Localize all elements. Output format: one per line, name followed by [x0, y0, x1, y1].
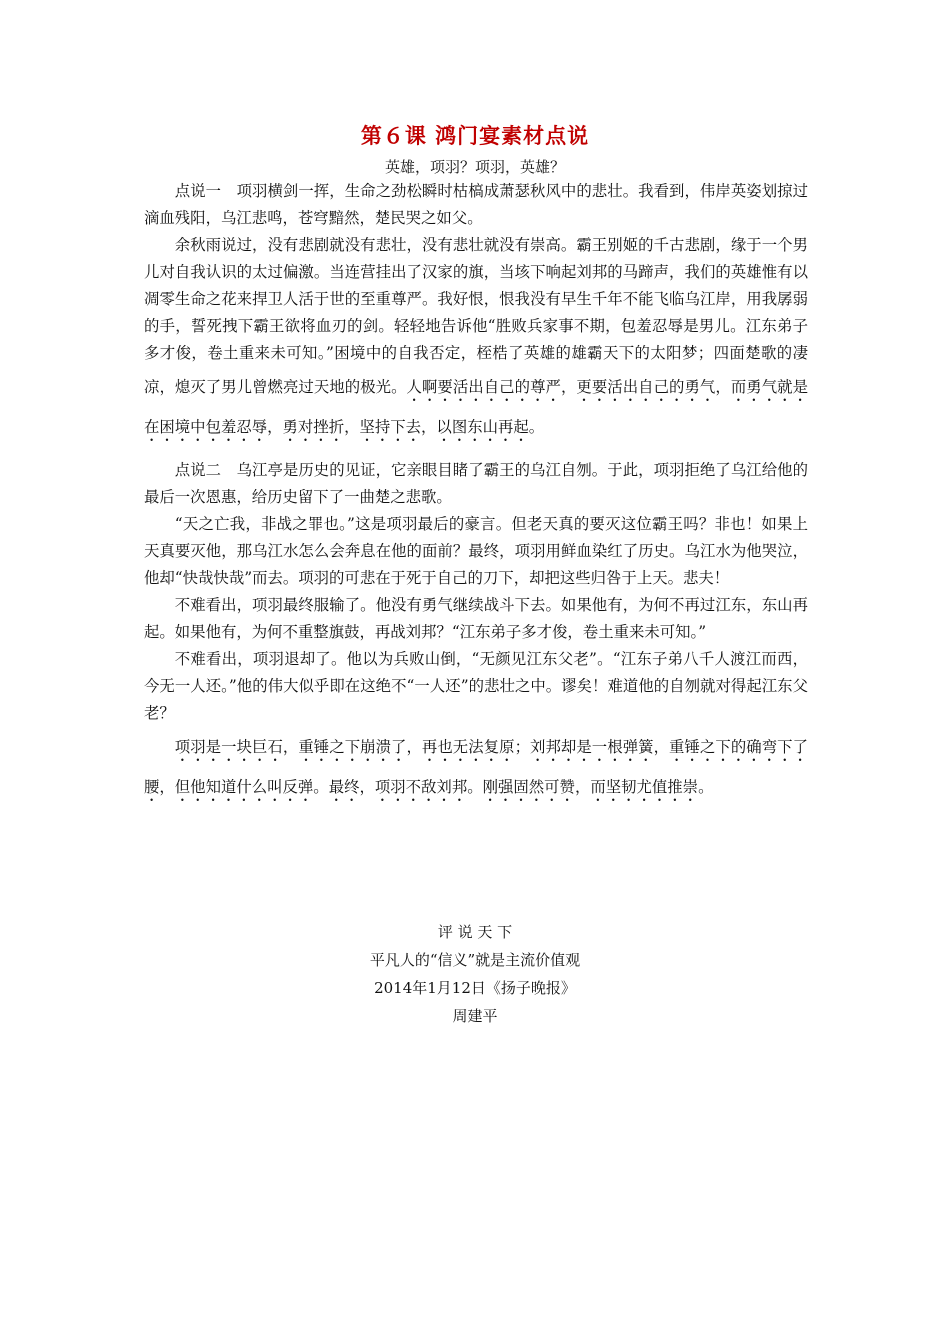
page-subtitle: 英雄，项羽？项羽，英雄？ [384, 158, 565, 176]
page-title: 第６课 鸿门宴素材点说 [360, 124, 590, 148]
article-body [144, 178, 808, 807]
footer-block [0, 918, 950, 1030]
footer-author: 周建平 [452, 1007, 498, 1025]
footer-headline: 平凡人的“信义”就是主流价值观 [369, 951, 581, 969]
paragraph-5: 不难看出，项羽最终服输了。他没有勇气继续战斗下去。如果他有，为何不再过江东，东山再起。如果他有，为何不重整旗鼓，再战刘邦？“江东弟子多才俊，卷土重来未可知。” [144, 596, 808, 641]
paragraph-6: 不难看出，项羽退却了。他以为兵败山倒，“无颜见江东父老”。“江东子弟八千人渡江而西，今无一人还。”他的伟大似乎即在这绝不“一人还”的悲壮之中。谬矣！难道他的自刎就对得起江东父老？ [144, 650, 808, 722]
paragraph-2-block [144, 232, 808, 447]
paragraph-2: 余秋雨说过，没有悲剧就没有悲壮，没有悲壮就没有崇高。霸王别姬的千古悲剧，缘于一个男儿对自我认识的太过偏激。当连营挂出了汉家的旗，当垓下响起刘邦的马蹄声，我们的英雄惟有以凋零生命之花来捍卫人活于世的至重尊严。我好恨，恨我没有早生千年不能飞临乌江岸，用我孱弱的手，誓死拽下霸王欲将血刃的剑。轻轻地告诉他“胜败兵家事不期，包羞忍辱是男儿。江东弟子多才俊，卷土重来未可知。”困境中的自我否定，桎梏了英雄的雄霸天下的太阳梦；四面楚歌的凄凉，熄灭了男儿曾燃亮过天地的极光。 [144, 236, 808, 396]
footer-source: 2014年1月12日《扬子晚报》 [374, 979, 576, 997]
paragraph-2-emphasis: 人啊要活出自己的尊严，更要活出自己的勇气，而勇气就是在困境中包羞忍辱，勇对挫折，坚持下去，以图东山再起。 [144, 378, 808, 436]
paragraph-3: 点说二 乌江亭是历史的见证，它亲眼目睹了霸王的乌江自刎。于此，项羽拒绝了乌江给他的最后一次恩惠，给历史留下了一曲楚之悲歌。 [144, 461, 808, 506]
paragraph-1: 点说一 项羽横剑一挥，生命之劲松瞬时枯槁成萧瑟秋风中的悲壮。我看到，伟岸英姿划掠过滴血残阳，乌江悲鸣，苍穹黯然，楚民哭之如父。 [144, 182, 808, 227]
footer-section-label: 评 说 天 下 [437, 923, 513, 941]
paragraph-4: “天之亡我，非战之罪也。”这是项羽最后的豪言。但老天真的要灭这位霸王吗？非也！如果上天真要灭他，那乌江水怎么会奔息在他的面前？最终，项羽用鲜血染红了历史。乌江水为他哭泣，他却“快哉快哉”而去。项羽的可悲在于死于自己的刀下，却把这些归咎于上天。悲夫！ [144, 515, 808, 587]
paragraph-7: 项羽是一块巨石，重锤之下崩溃了，再也无法复原；刘邦却是一根弹簧，重锤之下的确弯下了腰，但他知道什么叫反弹。最终，项羽不敌刘邦。刚强固然可赞，而坚韧尤值推崇。 [144, 738, 808, 796]
